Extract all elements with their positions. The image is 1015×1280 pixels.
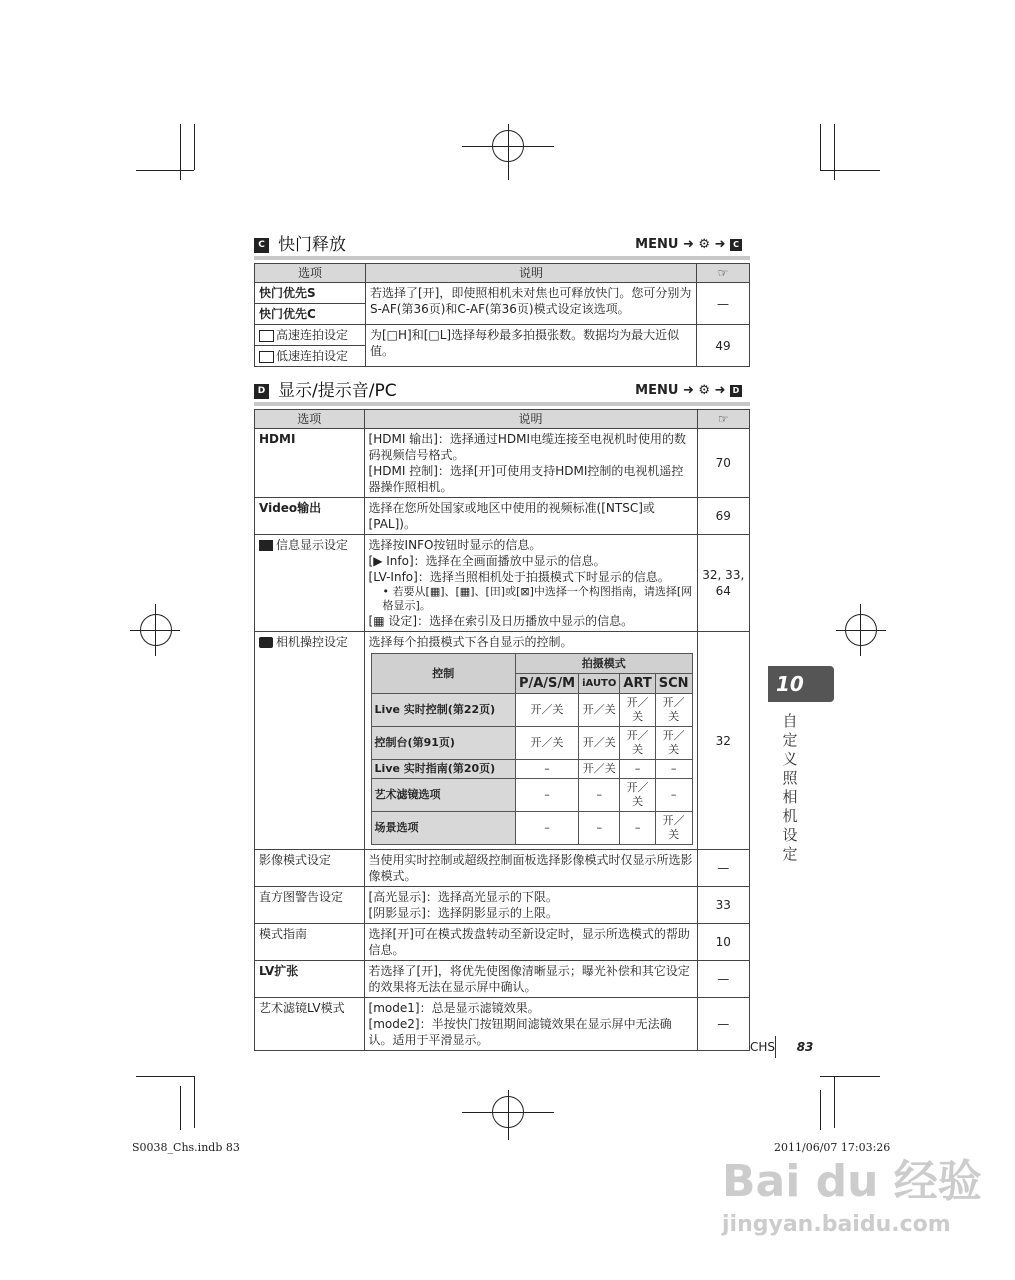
footer-date: 2011/06/07 17:03:26 xyxy=(774,1141,891,1154)
page-ref: 32 xyxy=(697,632,749,850)
option-c-priority: 快门优先C xyxy=(255,304,366,325)
description: 选择每个拍摄模式下各自显示的控制。 控制 拍摄模式 P/A/S/M iAUTO ART SCN Live 实时控制(第22页) 开／关 开／关 开／关 开／关 控制台(第91页) 开／关 开／关 开／关 开／关 Live 实时指南(第20页) – 开／关 – – 艺术滤镜选项 – – 开／关 – 场景选项 – – – 开／关 xyxy=(364,632,697,850)
option-lv-boost: LV扩张 xyxy=(255,961,365,998)
arrow-right-icon: ➜ xyxy=(714,237,726,252)
option-camera-control: 相机操控设定 xyxy=(255,632,365,850)
page-ref: 33 xyxy=(697,887,749,924)
section-display-header xyxy=(254,380,750,402)
mode-art: ART xyxy=(620,674,655,694)
sequential-low-icon xyxy=(259,351,274,363)
custom-menu-c-icon: C xyxy=(254,238,269,253)
option-art-lv-mode: 艺术滤镜LV模式 xyxy=(255,998,365,1051)
description: 若选择了[开]，即使照相机未对焦也可释放快门。您可分别为S-AF(第36页)和C-AF(第36页)模式设定该选项。 xyxy=(366,283,697,325)
table-row: 场景选项 – – – 开／关 xyxy=(371,812,692,845)
table-row xyxy=(255,887,750,924)
description: 当使用实时控制或超级控制面板选择影像模式时仅显示所选影像模式。 xyxy=(364,850,697,887)
chapter-tab: 10 xyxy=(768,666,834,702)
description: [mode1]：总是显示滤镜效果。 [mode2]：半按快门按钮期间滤镜效果在显示屏中无法确认。适用于平滑显示。 xyxy=(364,998,697,1051)
page-ref: — xyxy=(697,283,750,325)
description: 若选择了[开]，将优先使图像清晰显示；曝光补偿和其它设定的效果将无法在显示屏中确认。 xyxy=(364,961,697,998)
option-hdmi: HDMI xyxy=(255,429,365,498)
section-title: 快门释放 xyxy=(278,235,346,255)
table-row xyxy=(255,429,750,498)
table-row: Live 实时指南(第20页) – 开／关 – – xyxy=(371,760,692,779)
option-info-display: 信息显示设定 xyxy=(255,535,365,632)
description: 为[□H]和[□L]选择每秒最多拍摄张数。数据均为最大近似值。 xyxy=(366,325,697,367)
arrow-right-icon: ➜ xyxy=(682,237,694,252)
page-number xyxy=(750,1040,813,1054)
description: 选择在您所处国家或地区中使用的视频标准([NTSC]或[PAL])。 xyxy=(364,498,697,535)
inner-header-shoot-mode: 拍摄模式 xyxy=(515,654,692,674)
header-description: 说明 xyxy=(364,410,697,429)
page-num: 83 xyxy=(796,1040,814,1054)
sequential-high-icon xyxy=(259,330,274,342)
section-shutter-header xyxy=(254,234,750,256)
page-ref: — xyxy=(697,961,749,998)
table-row xyxy=(255,850,750,887)
page-ref: 70 xyxy=(697,429,749,498)
header-reference: ☞ xyxy=(697,264,750,283)
mode-pasm: P/A/S/M xyxy=(515,674,578,694)
section-divider xyxy=(254,256,750,260)
section-divider xyxy=(254,402,750,406)
table-row xyxy=(255,924,750,961)
info-grid-icon xyxy=(259,540,273,551)
header-reference: ☞ xyxy=(697,410,749,429)
option-low-seq: 低速连拍设定 xyxy=(255,346,366,367)
chapter-title: 自定义照相机设定 xyxy=(782,712,798,863)
header-description: 说明 xyxy=(366,264,697,283)
table-row xyxy=(255,998,750,1051)
custom-menu-d-icon: D xyxy=(254,384,269,399)
description: [HDMI 输出]：选择通过HDMI电缆连接至电视机时使用的数码视频信号格式。 [HDMI 控制]：选择[开]可使用支持HDMI控制的电视机遥控器操作照相机。 xyxy=(364,429,697,498)
custom-gear-icon: ⚙ xyxy=(698,383,711,398)
page-ref: 10 xyxy=(697,924,749,961)
custom-menu-c-icon: C xyxy=(730,239,742,251)
option-mode-guide: 模式指南 xyxy=(255,924,365,961)
display-table xyxy=(254,409,750,1051)
custom-gear-icon: ⚙ xyxy=(698,237,711,252)
control-mode-table xyxy=(371,653,693,845)
table-row xyxy=(255,498,750,535)
table-row xyxy=(255,632,750,850)
camera-icon xyxy=(259,637,273,648)
table-row xyxy=(255,325,750,346)
page-separator xyxy=(775,1036,776,1058)
menu-path: MENU ➜ ⚙ ➜ D xyxy=(635,382,742,400)
option-picture-mode: 影像模式设定 xyxy=(255,850,365,887)
description: [高光显示]：选择高光显示的下限。 [阴影显示]：选择阴影显示的上限。 xyxy=(364,887,697,924)
mode-scn: SCN xyxy=(655,674,692,694)
header-option: 选项 xyxy=(255,264,366,283)
table-row: 控制台(第91页) 开／关 开／关 开／关 开／关 xyxy=(371,727,692,760)
page-ref: 32, 33, 64 xyxy=(697,535,749,632)
table-row: Live 实时控制(第22页) 开／关 开／关 开／关 开／关 xyxy=(371,694,692,727)
custom-menu-d-icon: D xyxy=(730,385,742,397)
page-ref: 49 xyxy=(697,325,750,367)
option-histogram: 直方图警告设定 xyxy=(255,887,365,924)
option-high-seq: 高速连拍设定 xyxy=(255,325,366,346)
description: 选择按INFO按钮时显示的信息。 [▶ Info]：选择在全画面播放中显示的信息。 [LV-Info]：选择当照相机处于拍摄模式下时显示的信息。 • 若要从[▦]、[▦]、[田]或[⊠]中选择一个构图指南，请选择[网格显示]。 [▦ 设定]：选择在索引及日历播放中显示的信息。 xyxy=(364,535,697,632)
table-row xyxy=(255,961,750,998)
baidu-watermark: Bai du 经验 xyxy=(722,1156,982,1207)
table-header-row xyxy=(255,410,750,429)
arrow-right-icon: ➜ xyxy=(714,383,726,398)
header-option: 选项 xyxy=(255,410,365,429)
description: 选择[开]可在模式拨盘转动至新设定时，显示所选模式的帮助信息。 xyxy=(364,924,697,961)
footer-file: S0038_Chs.indb 83 xyxy=(132,1141,240,1154)
shutter-table xyxy=(254,263,750,367)
section-title: 显示/提示音/PC xyxy=(278,381,397,401)
option-video-out: Video输出 xyxy=(255,498,365,535)
baidu-watermark-url: jingyan.baidu.com xyxy=(722,1212,951,1237)
table-header-row xyxy=(255,264,750,283)
page-ref: — xyxy=(697,998,749,1051)
menu-path: MENU ➜ ⚙ ➜ C xyxy=(635,236,742,254)
page-ref: — xyxy=(697,850,749,887)
arrow-right-icon: ➜ xyxy=(682,383,694,398)
inner-header-control: 控制 xyxy=(371,654,515,694)
table-row xyxy=(255,283,750,304)
table-row xyxy=(255,535,750,632)
table-row: 艺术滤镜选项 – – 开／关 – xyxy=(371,779,692,812)
page-ref: 69 xyxy=(697,498,749,535)
option-s-priority: 快门优先S xyxy=(255,283,366,304)
page-lang: CHS xyxy=(750,1040,776,1054)
mode-iauto: iAUTO xyxy=(579,674,620,694)
